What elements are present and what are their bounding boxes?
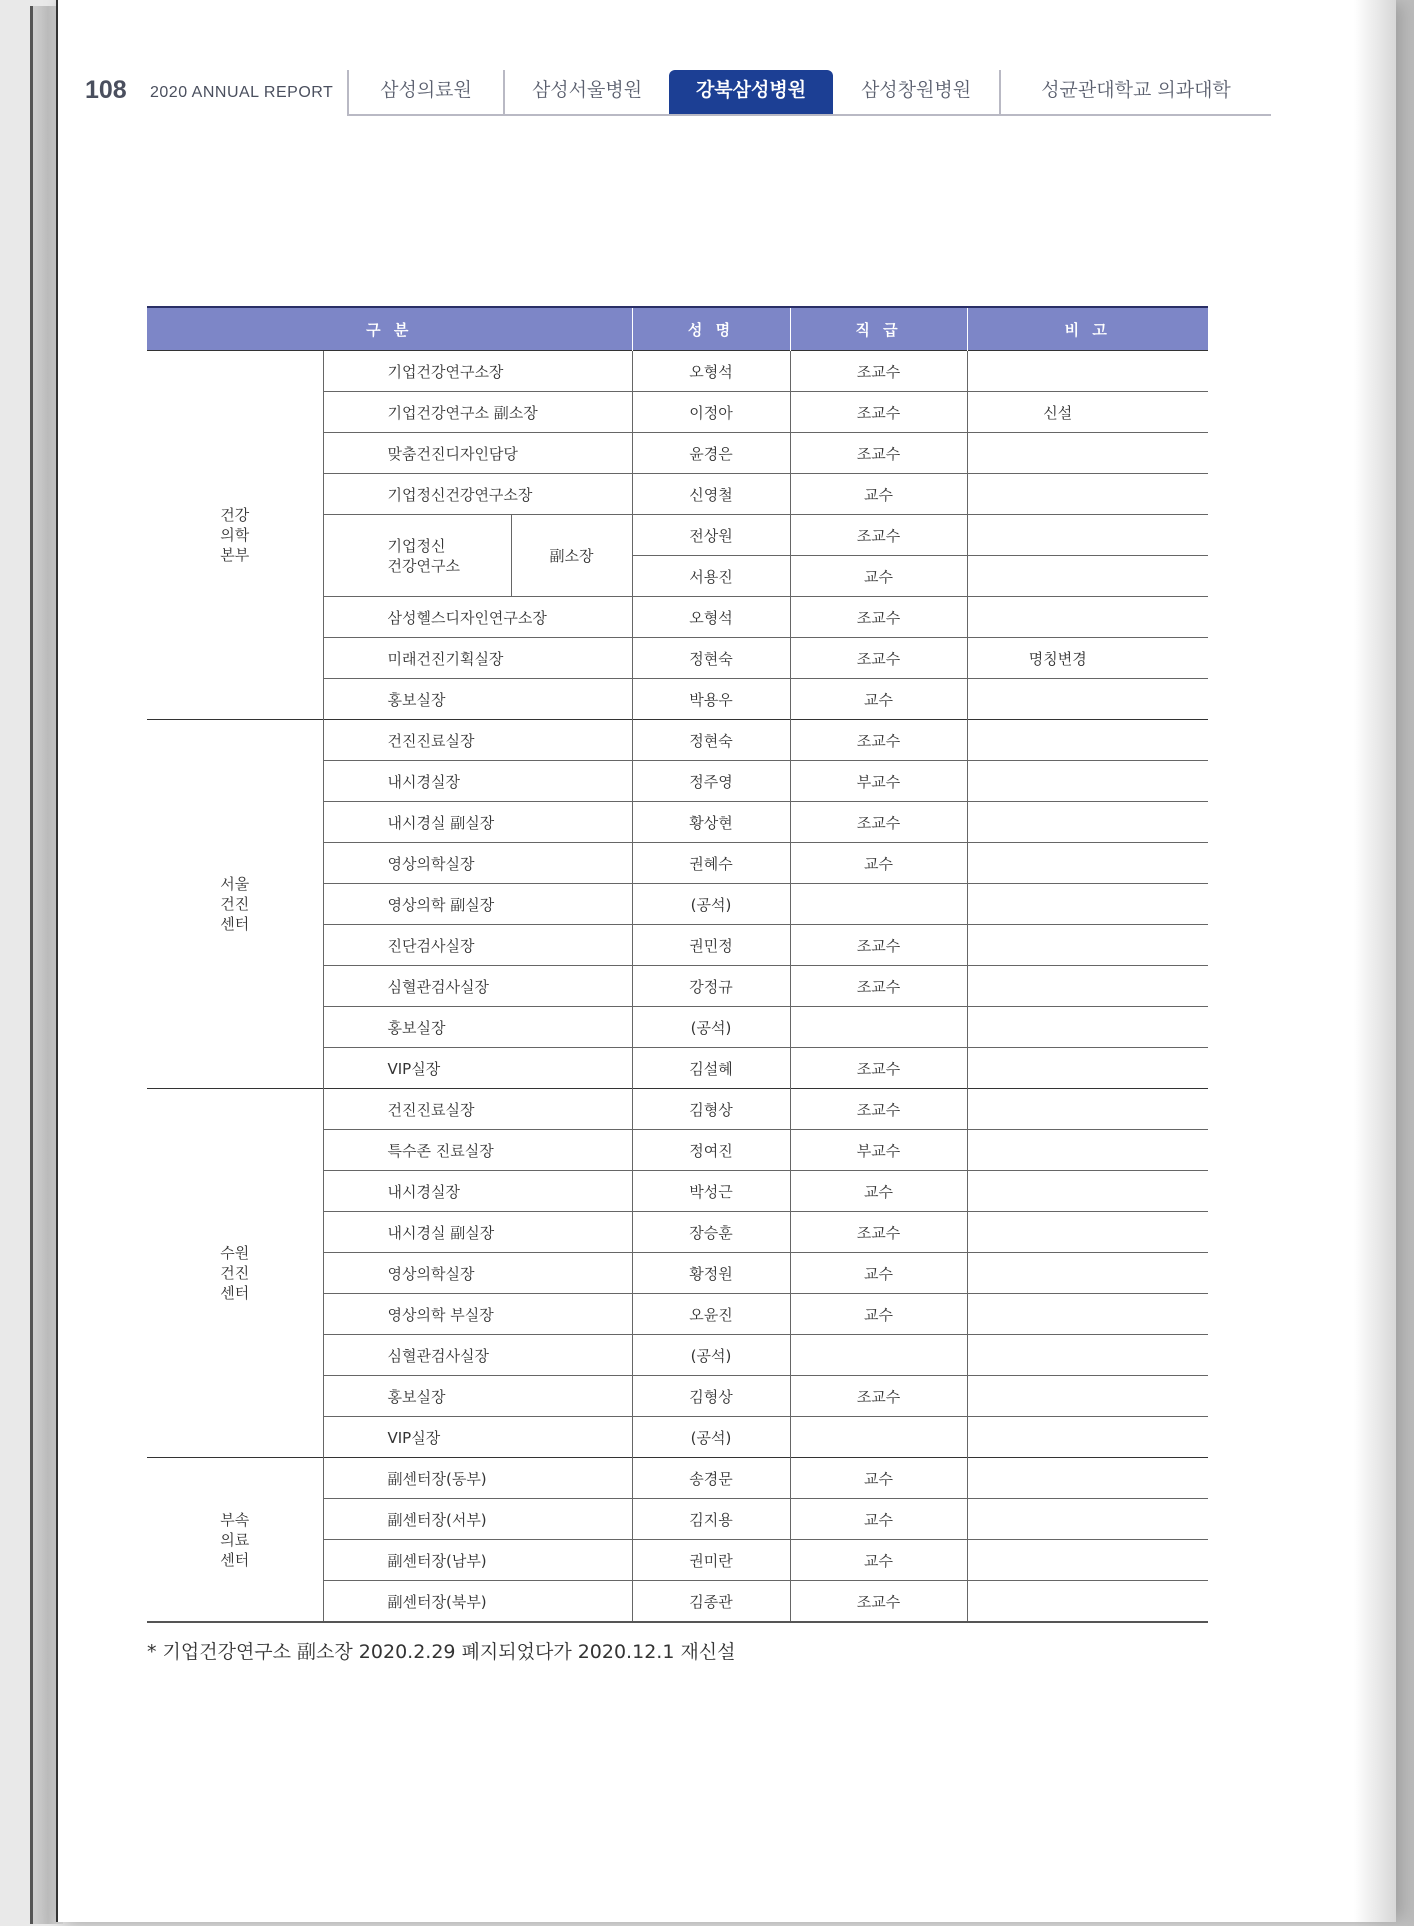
row-note <box>967 1499 1208 1540</box>
footnote: * 기업건강연구소 副소장 2020.2.29 폐지되었다가 2020.12.1 재신설 <box>147 1641 736 1663</box>
row-note <box>967 1540 1208 1581</box>
row-note <box>967 1130 1208 1171</box>
row-title: 내시경실장 <box>323 761 632 802</box>
row-rank: 조교수 <box>790 925 967 966</box>
row-name: 권혜수 <box>632 843 790 884</box>
group-label: 건강 의학 본부 <box>147 351 323 720</box>
row-title: 홍보실장 <box>323 1376 632 1417</box>
row-note <box>967 1335 1208 1376</box>
row-note <box>967 1089 1208 1130</box>
row-rank <box>790 1007 967 1048</box>
row-title: 진단검사실장 <box>323 925 632 966</box>
table-row <box>147 720 1208 761</box>
row-name: (공석) <box>632 1417 790 1458</box>
row-name: 황정원 <box>632 1253 790 1294</box>
row-name: 오형석 <box>632 351 790 392</box>
row-name: 신영철 <box>632 474 790 515</box>
tab-skku-medical-school[interactable]: 성균관대학교 의과대학 <box>999 70 1271 114</box>
row-name: 정주영 <box>632 761 790 802</box>
row-title: 기업건강연구소장 <box>323 351 632 392</box>
section-tabs <box>347 70 1271 116</box>
row-note: 명칭변경 <box>967 638 1208 679</box>
row-rank: 교수 <box>790 843 967 884</box>
header-category: 구 분 <box>147 307 632 351</box>
row-note <box>967 1007 1208 1048</box>
row-rank: 조교수 <box>790 597 967 638</box>
row-title: 영상의학실장 <box>323 843 632 884</box>
row-name: 권미란 <box>632 1540 790 1581</box>
row-rank: 조교수 <box>790 515 967 556</box>
row-title: 副센터장(북부) <box>323 1581 632 1623</box>
row-name: 김형상 <box>632 1089 790 1130</box>
row-name: 김지용 <box>632 1499 790 1540</box>
row-note <box>967 597 1208 638</box>
row-name: 장승훈 <box>632 1212 790 1253</box>
row-note <box>967 1376 1208 1417</box>
row-rank: 조교수 <box>790 966 967 1007</box>
row-name: 정여진 <box>632 1130 790 1171</box>
row-name: 박용우 <box>632 679 790 720</box>
row-rank: 조교수 <box>790 433 967 474</box>
staff-table <box>147 306 1208 1623</box>
row-name: 김형상 <box>632 1376 790 1417</box>
row-name: 권민정 <box>632 925 790 966</box>
row-title: VIP실장 <box>323 1048 632 1089</box>
row-note <box>967 761 1208 802</box>
row-name: 이정아 <box>632 392 790 433</box>
row-title: 副센터장(서부) <box>323 1499 632 1540</box>
row-rank: 교수 <box>790 474 967 515</box>
row-note <box>967 1417 1208 1458</box>
row-title: VIP실장 <box>323 1417 632 1458</box>
report-title: 2020 ANNUAL REPORT <box>150 84 334 101</box>
row-title: 홍보실장 <box>323 679 632 720</box>
row-note <box>967 1171 1208 1212</box>
table-row <box>147 1089 1208 1130</box>
row-rank: 조교수 <box>790 1581 967 1623</box>
row-note <box>967 1458 1208 1499</box>
row-note <box>967 884 1208 925</box>
row-rank: 부교수 <box>790 1130 967 1171</box>
row-note <box>967 679 1208 720</box>
row-rank <box>790 1417 967 1458</box>
row-name: 오형석 <box>632 597 790 638</box>
header-name: 성 명 <box>632 307 790 351</box>
row-note <box>967 1212 1208 1253</box>
row-name: 윤경은 <box>632 433 790 474</box>
row-name: (공석) <box>632 1335 790 1376</box>
row-title: 영상의학실장 <box>323 1253 632 1294</box>
row-name: 정현숙 <box>632 720 790 761</box>
row-rank: 조교수 <box>790 720 967 761</box>
row-title: 내시경실장 <box>323 1171 632 1212</box>
row-rank: 교수 <box>790 1294 967 1335</box>
table-body <box>147 351 1208 1623</box>
row-note <box>967 433 1208 474</box>
row-name: 강정규 <box>632 966 790 1007</box>
row-title: 삼성헬스디자인연구소장 <box>323 597 632 638</box>
row-name: 송경문 <box>632 1458 790 1499</box>
row-title: 심혈관검사실장 <box>323 966 632 1007</box>
row-rank: 부교수 <box>790 761 967 802</box>
row-title: 副센터장(남부) <box>323 1540 632 1581</box>
row-name: 김종관 <box>632 1581 790 1623</box>
row-note <box>967 474 1208 515</box>
row-note: 신설 <box>967 392 1208 433</box>
row-rank: 조교수 <box>790 351 967 392</box>
row-rank <box>790 1335 967 1376</box>
row-rank: 조교수 <box>790 1089 967 1130</box>
row-rank: 조교수 <box>790 1212 967 1253</box>
row-name: 박성근 <box>632 1171 790 1212</box>
row-rank: 교수 <box>790 679 967 720</box>
row-title: 심혈관검사실장 <box>323 1335 632 1376</box>
row-name: (공석) <box>632 884 790 925</box>
tab-samsung-changwon-hospital[interactable]: 삼성창원병원 <box>860 79 972 101</box>
table-row <box>147 351 1208 392</box>
row-rank: 교수 <box>790 1540 967 1581</box>
row-rank: 교수 <box>790 1458 967 1499</box>
row-title: 영상의학 副실장 <box>323 884 632 925</box>
row-title: 특수존 진료실장 <box>323 1130 632 1171</box>
row-note <box>967 925 1208 966</box>
row-title: 副센터장(동부) <box>323 1458 632 1499</box>
group-label: 서울 건진 센터 <box>147 720 323 1089</box>
row-title: 기업정신 건강연구소 <box>323 515 511 597</box>
row-rank: 교수 <box>790 556 967 597</box>
row-note <box>967 351 1208 392</box>
row-note <box>967 1048 1208 1089</box>
row-rank <box>790 884 967 925</box>
row-name: 정현숙 <box>632 638 790 679</box>
row-rank: 조교수 <box>790 638 967 679</box>
row-name: 오윤진 <box>632 1294 790 1335</box>
row-rank: 조교수 <box>790 1376 967 1417</box>
row-title: 맞춤건진디자인담당 <box>323 433 632 474</box>
row-rank: 교수 <box>790 1253 967 1294</box>
page-number: 108 <box>85 76 127 104</box>
row-title: 내시경실 副실장 <box>323 1212 632 1253</box>
row-note <box>967 515 1208 556</box>
tab-kangbuk-samsung-hospital[interactable]: 강북삼성병원 <box>669 70 833 114</box>
row-title: 기업건강연구소 副소장 <box>323 392 632 433</box>
group-label: 수원 건진 센터 <box>147 1089 323 1458</box>
table-row <box>147 1458 1208 1499</box>
table-header-row <box>147 307 1208 351</box>
row-title: 건진진료실장 <box>323 720 632 761</box>
row-name: 황상현 <box>632 802 790 843</box>
tab-samsung-medical-center[interactable]: 삼성의료원 <box>347 70 503 114</box>
header-rank: 직 급 <box>790 307 967 351</box>
row-title: 내시경실 副실장 <box>323 802 632 843</box>
page-edge-shadow <box>1354 0 1414 1926</box>
row-rank: 조교수 <box>790 802 967 843</box>
row-rank: 조교수 <box>790 1048 967 1089</box>
row-title: 영상의학 부실장 <box>323 1294 632 1335</box>
header-note: 비 고 <box>967 307 1208 351</box>
tab-samsung-seoul-hospital[interactable]: 삼성서울병원 <box>503 70 669 114</box>
group-label: 부속 의료 센터 <box>147 1458 323 1623</box>
row-name: (공석) <box>632 1007 790 1048</box>
row-note <box>967 720 1208 761</box>
row-note <box>967 1581 1208 1623</box>
row-name: 서용진 <box>632 556 790 597</box>
row-title: 기업정신건강연구소장 <box>323 474 632 515</box>
row-name: 김설혜 <box>632 1048 790 1089</box>
row-rank: 교수 <box>790 1499 967 1540</box>
row-note <box>967 843 1208 884</box>
row-title: 홍보실장 <box>323 1007 632 1048</box>
row-rank: 조교수 <box>790 392 967 433</box>
row-note <box>967 802 1208 843</box>
row-name: 전상원 <box>632 515 790 556</box>
row-note <box>967 1294 1208 1335</box>
row-title: 건진진료실장 <box>323 1089 632 1130</box>
row-title: 미래건진기획실장 <box>323 638 632 679</box>
row-rank: 교수 <box>790 1171 967 1212</box>
row-subrole: 副소장 <box>511 515 632 597</box>
row-note <box>967 966 1208 1007</box>
row-note <box>967 556 1208 597</box>
row-note <box>967 1253 1208 1294</box>
